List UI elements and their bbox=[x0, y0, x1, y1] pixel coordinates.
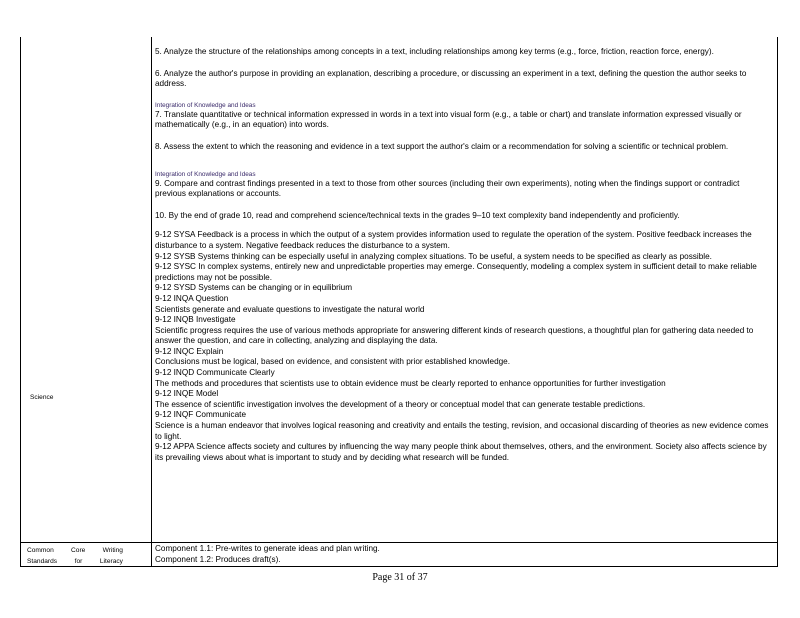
table-row-divider bbox=[20, 542, 778, 543]
science-content-cell bbox=[155, 47, 770, 463]
standard-line: 9-12 SYSC In complex systems, entirely new and unpredictable properties may emerge. Consequently, modeling a complex system in sufficient detail to make reliable predictions may not be possible. bbox=[155, 262, 757, 282]
standard-line: 9-12 SYSB Systems thinking can be especially useful in analyzing complex situations. To be useful, a system needs to be specified as clearly as possible. bbox=[155, 251, 712, 261]
standard-item-6: 6. Analyze the author's purpose in providing an explanation, describing a procedure, or discussing an experiment in a text, defining the question the author seeks to address. bbox=[155, 68, 747, 89]
standard-line: Science is a human endeavor that involves logical reasoning and creativity and entails the testing, revision, and occasional discarding of theories as new evidence comes to light. bbox=[155, 421, 769, 441]
section-heading: Integration of Knowledge and Ideas bbox=[155, 170, 256, 178]
standard-line: 9-12 INQA Question bbox=[155, 293, 229, 303]
table-border-left bbox=[20, 37, 21, 567]
section-heading: Integration of Knowledge and Ideas bbox=[155, 101, 256, 109]
standard-line: 9-12 SYSA Feedback is a process in which the output of a system provides information used to regulate the operation of the system. Positive feedback increases the disturbance to a system. Negative feedback reduces the disturbance to a system. bbox=[155, 230, 752, 250]
row-label-science: Science bbox=[30, 394, 54, 401]
page-number: Page 31 of 37 bbox=[372, 572, 428, 583]
standard-line: 9-12 INQE Model bbox=[155, 389, 219, 399]
standard-line: The methods and procedures that scientists use to obtain evidence must be clearly reported to enhance opportunities for further investigation bbox=[155, 378, 666, 388]
standard-line: 9-12 INQC Explain bbox=[155, 346, 224, 356]
standard-line: Scientists generate and evaluate questions to investigate the natural world bbox=[155, 304, 425, 314]
row-label-common-core-writing bbox=[27, 545, 123, 567]
table-column-divider bbox=[151, 37, 152, 567]
table-border-bottom bbox=[20, 566, 778, 567]
standard-item-7: 7. Translate quantitative or technical information expressed in words in a text into visual form (e.g., a table or chart) and translate information expressed visually or mathematically (e.g., in an equation) into words. bbox=[155, 109, 742, 130]
standard-line: 9-12 INQB Investigate bbox=[155, 315, 236, 325]
standard-item-10: 10. By the end of grade 10, read and comprehend science/technical texts in the grades 9–10 text complexity band independently and proficiently. bbox=[155, 210, 680, 220]
standard-line: 9-12 SYSD Systems can be changing or in equilibrium bbox=[155, 283, 353, 293]
table-border-right bbox=[777, 37, 778, 567]
standard-line: Scientific progress requires the use of various methods appropriate for answering different kinds of research questions, a thoughtful plan for gathering data needed to answer the question, and care in collecting, analyzing and displaying the data. bbox=[155, 325, 754, 346]
standard-line: Conclusions must be logical, based on evidence, and consistent with prior established knowledge. bbox=[155, 357, 511, 367]
standard-line: 9-12 INQD Communicate Clearly bbox=[155, 368, 275, 378]
component-1-2: Component 1.2: Produces draft(s). bbox=[155, 555, 281, 564]
standard-item-8: 8. Assess the extent to which the reasoning and evidence in a text support the author's claim or a recommendation for solving a scientific or technical problem. bbox=[155, 141, 729, 151]
standard-item-9: 9. Compare and contrast findings presented in a text to those from other sources (including their own experiments), noting when the findings support or contradict previous explanations or accounts. bbox=[155, 178, 740, 199]
standard-line: 9-12 APPA Science affects society and cultures by influencing the way many people think about themselves, others, and the environment. Society also affects science by its prevailing views about what is important to study and by deciding what research will be funded. bbox=[155, 442, 767, 462]
label-line-2: Standards for Literacy bbox=[27, 558, 123, 565]
label-line-1: Common Core Writing bbox=[27, 547, 123, 554]
standard-item-5: 5. Analyze the structure of the relationships among concepts in a text, including relationships among key terms (e.g., force, friction, reaction force, energy). bbox=[155, 47, 714, 56]
science-standards-list bbox=[155, 230, 770, 463]
component-1-1: Component 1.1: Pre-writes to generate ideas and plan writing. bbox=[155, 544, 380, 553]
standard-line: 9-12 INQF Communicate bbox=[155, 410, 247, 420]
standard-line: The essence of scientific investigation involves the development of a theory or conceptual model that can generate testable predictions. bbox=[155, 399, 646, 409]
